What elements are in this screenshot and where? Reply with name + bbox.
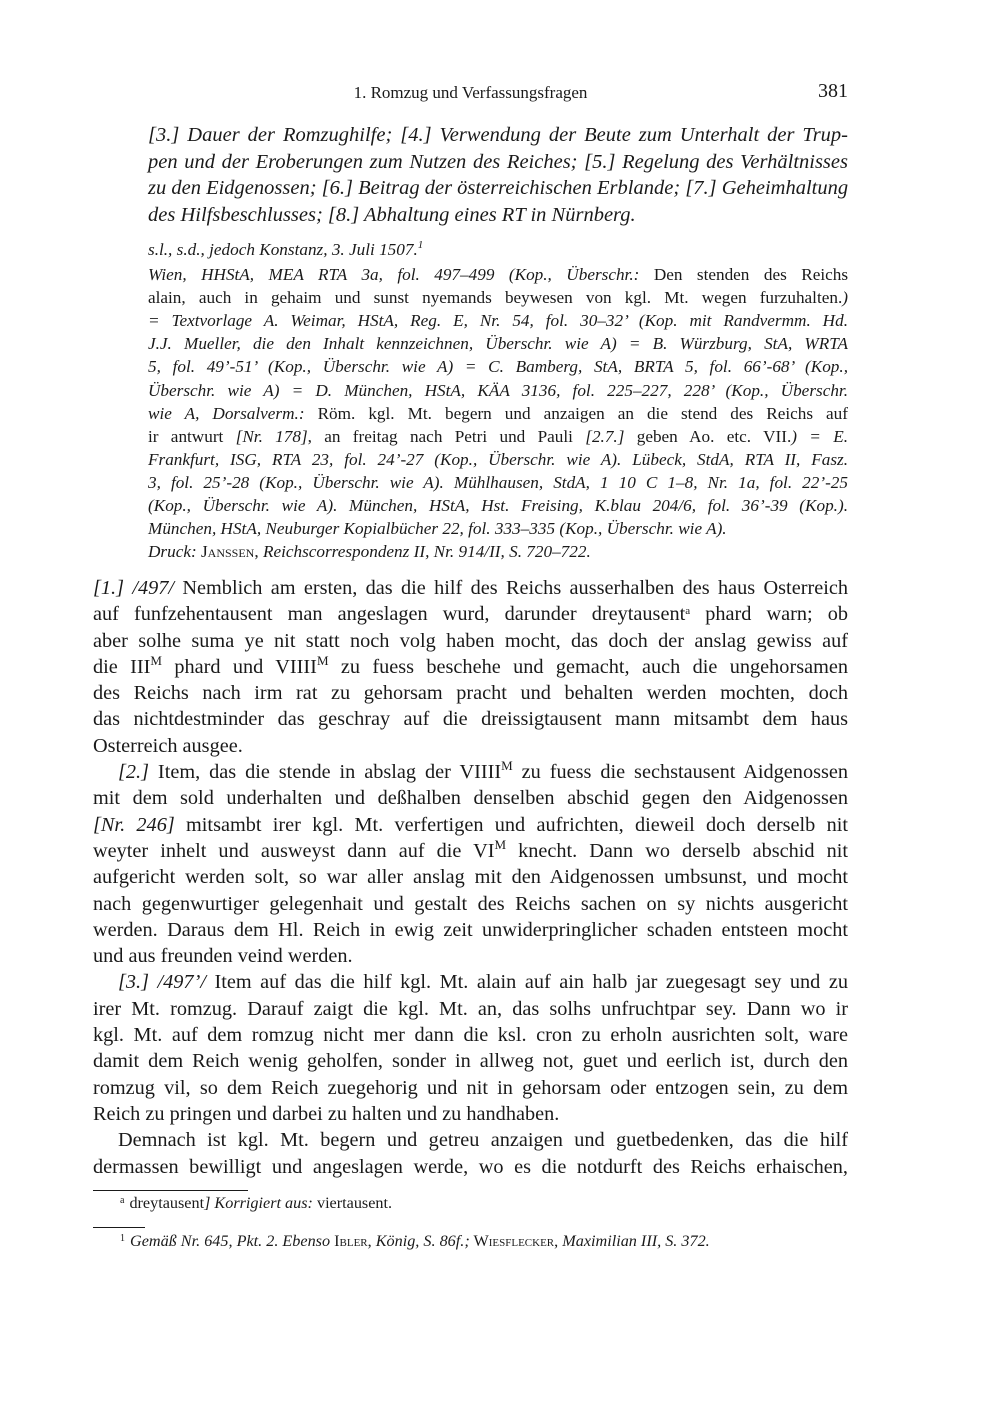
author-name: Wiesflecker bbox=[469, 1232, 555, 1250]
text: Item auf das die hilf kgl. Mt. alain auf ain halb jar zuegesagt sey und zu bbox=[205, 971, 848, 994]
print-line bbox=[148, 540, 848, 563]
text: Nemblich am ersten, das die hilf des Reichs ausserhalben des haus Osterreich bbox=[174, 577, 848, 599]
section-number: [3.] bbox=[118, 971, 158, 994]
main-text bbox=[93, 575, 848, 1180]
text: weyter inhelt und ausweyst dann auf die VI bbox=[93, 839, 495, 862]
text: mitsambt irer kgl. Mt. verfertigen und aufrichten, dieweil doch derselb nit bbox=[174, 813, 848, 836]
source-text: alain, auch in gehaim und sunst nyemands beywesen von kgl. Mt. wegen furzuhalten. bbox=[148, 288, 843, 308]
source-line: Frankfurt, ISG, RTA 23, fol. 24’-27 (Kop., Überschr. wie A). Lübeck, StdA, RTA II, Fasz. bbox=[148, 449, 848, 469]
section-number: [1.] bbox=[93, 577, 133, 599]
text: knecht. Dann wo derselb abschid nit bbox=[506, 839, 848, 862]
superscript: M bbox=[150, 652, 162, 668]
running-title: 1. Romzug und Verfassungsfragen bbox=[353, 83, 588, 102]
source-line: 5, fol. 49’-51’ (Kop., Überschr. wie A) = C. Bamberg, StA, BRTA 5, fol. 66’-68’ (Kop., bbox=[148, 357, 848, 377]
text-line bbox=[93, 601, 848, 627]
regest-line: [3.] Dauer der Romzughilfe; [4.] Verwendung der Beute zum Unterhalt der Trup- bbox=[148, 124, 848, 146]
text-line bbox=[93, 654, 848, 680]
text-line: dermassen bewilligt und angeslagen werde, wo es die notdurft des Reichs erhaischen, bbox=[93, 1155, 848, 1178]
footnote-lemma: dreytausent bbox=[129, 1194, 205, 1212]
date-text: s.l., s.d., jedoch Konstanz, 3. Juli 1507. bbox=[148, 240, 418, 259]
footnote-text: ] Korrigiert aus: bbox=[204, 1194, 313, 1212]
text-line: mit dem sold underhalten und deßhalben denselben abschid gegen den Aidgenossen bbox=[93, 787, 848, 810]
source-text: ) = E. bbox=[791, 426, 848, 446]
regest-summary bbox=[148, 122, 848, 228]
source-text: Röm. kgl. Mt. begern und anzaigen an die stend des Reichs auf bbox=[304, 403, 848, 423]
text-line: irer Mt. romzug. Darauf zaigt die kgl. Mt. an, das solhs unfruchtpar sey. Dann wo ir bbox=[93, 997, 848, 1020]
text: zu fuess die sechstausent Aidgenossen bbox=[512, 761, 849, 784]
source-text: ) bbox=[842, 288, 848, 308]
footnote-a bbox=[120, 1194, 392, 1213]
print-label: Druck: bbox=[148, 542, 197, 562]
folio-marker: /497/ bbox=[132, 577, 175, 599]
source-line: J.J. Mueller, die den Inhalt kennzeichnen, Überschr. wie A) = B. Würzburg, StA, WRTA bbox=[148, 334, 848, 354]
source-text: Wien, HHStA, MEA RTA 3a, fol. 497–499 (Kop., Überschr.: bbox=[148, 265, 640, 285]
text: phard und VIIII bbox=[161, 655, 317, 678]
source-line bbox=[148, 425, 848, 448]
source-text: ir antwurt bbox=[148, 426, 236, 446]
footnote-text: Gemäß Nr. 645, Pkt. 2. Ebenso bbox=[130, 1232, 331, 1250]
source-line bbox=[148, 402, 848, 425]
footnote-text: viertausent. bbox=[312, 1194, 393, 1212]
author-name: Ibler bbox=[330, 1232, 368, 1250]
footnote-text: König, S. 86f.; bbox=[375, 1232, 470, 1250]
superscript: M bbox=[316, 652, 329, 668]
text-line: Reich zu pringen und darbei zu halten und zu handhaben. bbox=[93, 1102, 560, 1125]
text-line: kgl. Mt. auf dem romzug nicht mer dann die ksl. cron zu erholn ausrichten solt, ware bbox=[93, 1024, 848, 1047]
folio-marker: /497’/ bbox=[157, 971, 206, 994]
text-line: romzug vil, so dem Reich zuegehorig und nit in gehorsam oder entzogen sein, zu dem bbox=[93, 1076, 848, 1099]
superscript: M bbox=[501, 758, 513, 774]
text-line bbox=[93, 838, 848, 864]
text-line: Demnach ist kgl. Mt. begern und getreu anzaigen und guetbedenken, das die hilf bbox=[118, 1129, 848, 1152]
source-text: wie A, Dorsalverm.: bbox=[148, 403, 305, 423]
text-line bbox=[93, 575, 848, 601]
text-line: nach gegenwurtiger gelegenhait und gestalt des Reichs sachen on sy nichts ausgericht bbox=[93, 892, 848, 915]
text: zu fuess beschehe und gemacht, auch die ungehorsamen bbox=[328, 655, 849, 678]
section-number: [2.] bbox=[118, 761, 149, 784]
footnote-ref-a[interactable]: a bbox=[685, 605, 691, 618]
text-line: aber solhe suma ye nit statt noch volg haben mocht, das doch der anslag gewiss auf bbox=[93, 629, 848, 652]
source-text: geben Ao. etc. VII. bbox=[624, 426, 792, 446]
running-head bbox=[93, 80, 848, 106]
footnote-mark: a bbox=[120, 1195, 125, 1206]
source-line bbox=[148, 263, 848, 286]
footnote-divider bbox=[93, 1190, 248, 1191]
text-line: aufgericht werden solt, so war aller anslag mit den Aidgenossen umbsunst, und mocht bbox=[93, 866, 848, 889]
text-line bbox=[93, 812, 848, 838]
superscript: M bbox=[494, 836, 507, 852]
page-number: 381 bbox=[818, 80, 848, 102]
source-apparatus bbox=[148, 238, 848, 563]
footnote-ref-1[interactable]: 1 bbox=[417, 239, 424, 251]
text: die III bbox=[93, 655, 151, 678]
source-text: Den stenden des Reichs bbox=[639, 265, 849, 285]
text: phard warn; ob bbox=[690, 603, 848, 626]
text-line: und aus freunden veind werden. bbox=[93, 945, 353, 968]
date-line bbox=[148, 238, 848, 261]
text-line: des Reichs nach irm rat zu gehorsam pracht und behalten werden mochten, doch bbox=[93, 682, 848, 705]
footnote-divider bbox=[93, 1227, 145, 1228]
date-annotation: [2.7.] bbox=[585, 426, 625, 446]
author-name: Janssen bbox=[196, 542, 255, 562]
footnote-mark: 1 bbox=[120, 1233, 125, 1244]
source-line bbox=[148, 286, 848, 309]
footnote-text: , bbox=[367, 1232, 376, 1250]
source-text: , an freitag nach Petri und Pauli bbox=[307, 426, 586, 446]
footnote-1 bbox=[120, 1232, 710, 1251]
footnote-text: , bbox=[554, 1232, 563, 1250]
regest-line: zu den Eidgenossen; [6.] Beitrag der österreichischen Erblande; [7.] Geheimhaltung bbox=[148, 177, 849, 199]
source-line: Überschr. wie A) = D. München, HStA, KÄA 3136, fol. 225–227, 228’ (Kop., Überschr. bbox=[148, 380, 848, 400]
text-line: werden. Daraus dem Hl. Reich in ewig zeit unwiderpringlicher schaden entsteen mocht bbox=[93, 918, 848, 941]
source-line: München, HStA, Neuburger Kopialbücher 22, fol. 333–335 (Kop., Überschr. wie A). bbox=[148, 519, 727, 539]
text-line: damit dem Reich wenig geholfen, sonder in allweg not, guet und eerlich ist, durch den bbox=[93, 1050, 848, 1073]
source-text: Reichscorrespondenz II, Nr. 914/II, S. 720–722. bbox=[262, 542, 591, 562]
source-line: 3, fol. 25’-28 (Kop., Überschr. wie A). Mühlhausen, StdA, 1 10 C 1–8, Nr. 1a, fol. 22’-25 bbox=[148, 472, 848, 492]
text: auf funfzehentausent man angeslagen wurd, darunder dreytausent bbox=[93, 603, 686, 626]
regest-line: pen und der Eroberungen zum Nutzen des Reiches; [5.] Regelung des Verhältnisses bbox=[148, 150, 848, 173]
text-line bbox=[93, 969, 848, 995]
regest-line: des Hilfsbeschlusses; [8.] Abhaltung eines RT in Nürnberg. bbox=[148, 203, 636, 226]
source-text: , bbox=[254, 542, 263, 562]
text-line: Osterreich ausgee. bbox=[93, 734, 243, 757]
footnote-text: Maximilian III, S. 372. bbox=[562, 1232, 710, 1250]
text-line bbox=[93, 759, 848, 785]
text: Item, das die stende in abslag der VIIII bbox=[149, 761, 502, 784]
cross-reference: [Nr. 246] bbox=[93, 813, 175, 836]
source-line: = Textvorlage A. Weimar, HStA, Reg. E, Nr. 54, fol. 30–32’ (Kop. mit Randvermm. Hd. bbox=[148, 311, 848, 331]
cross-reference: [Nr. 178] bbox=[235, 426, 308, 446]
source-line: (Kop., Überschr. wie A). München, HStA, Hst. Freising, K.blau 204/6, fol. 36’-39 (Kop.). bbox=[148, 496, 848, 516]
text-line: das nichtdestminder das geschray auf die dreissigtausent mann mitsambt dem haus bbox=[93, 708, 848, 731]
